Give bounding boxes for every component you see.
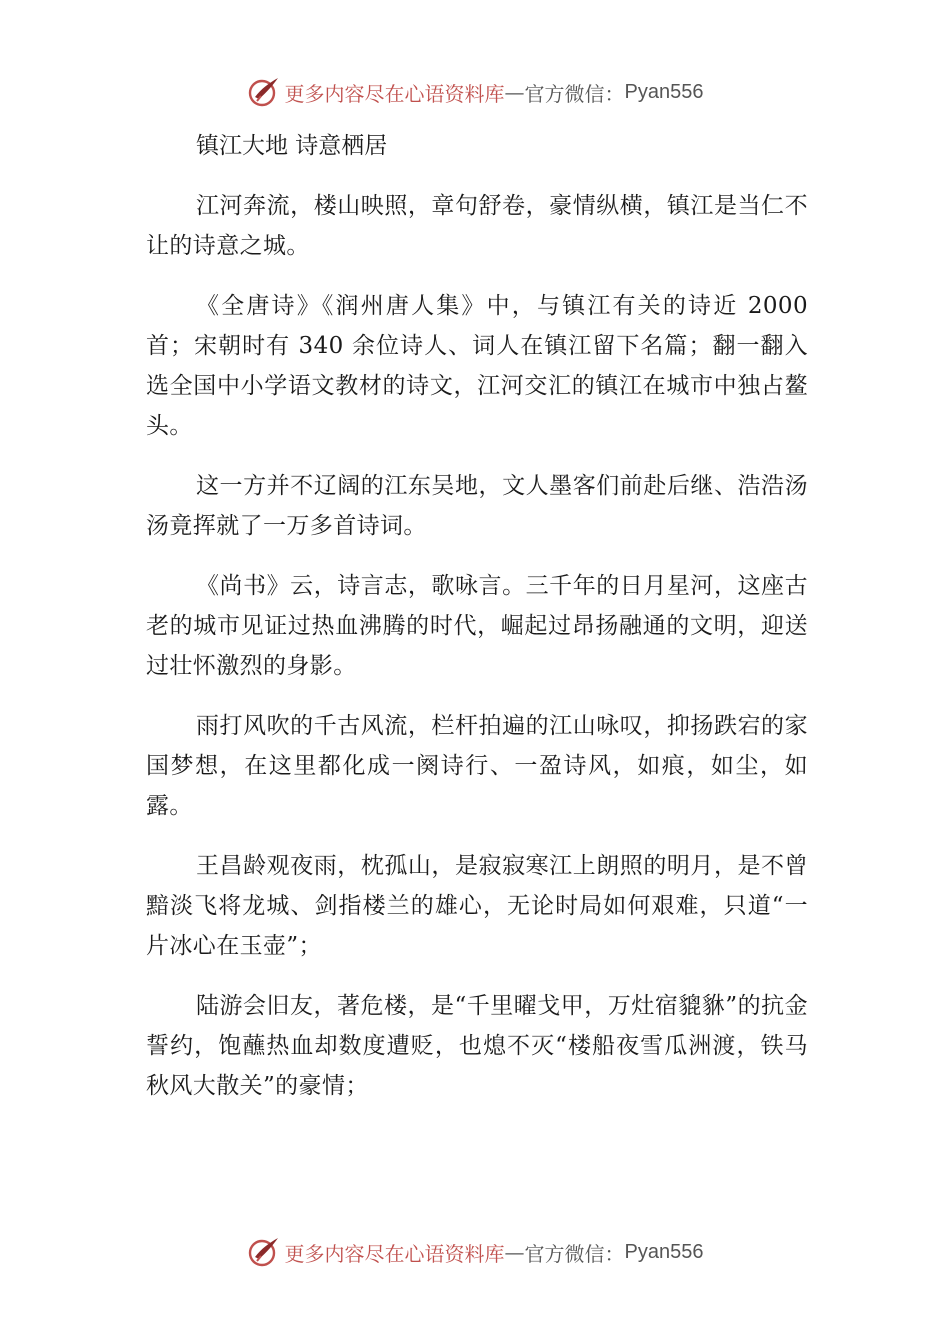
promo-text: 更多内容尽在心语资料库 (284, 81, 505, 106)
official-wechat-label: 官方微信： (524, 1241, 625, 1266)
quill-pen-logo-icon (247, 75, 281, 109)
header-watermark (0, 72, 950, 112)
footer-watermark (0, 1232, 950, 1272)
paragraph-4: 《尚书》云，诗言志，歌咏言。三千年的日月星河，这座古老的城市见证过热血沸腾的时代，崛起过昂扬融通的文明，迎送过壮怀激烈的身影。 (146, 573, 808, 679)
paragraph-7: 陆游会旧友，著危楼，是“千里曜戈甲，万灶宿貔貅”的抗金誓约，饱蘸热血却数度遭贬，也熄不灭“楼船夜雪瓜洲渡，铁马秋风大散关”的豪情； (146, 993, 808, 1099)
paragraph-3: 这一方并不辽阔的江东吴地，文人墨客们前赴后继、浩浩汤汤竟挥就了一万多首诗词。 (146, 473, 808, 539)
paragraph-2: 《全唐诗》《润州唐人集》中，与镇江有关的诗近 2000 首；宋朝时有 340 余位诗人、词人在镇江留下名篇；翻一翻入选全国中小学语文教材的诗文，江河交汇的镇江在城市中独占鳌头。 (146, 293, 808, 439)
article-title: 镇江大地 诗意栖居 (196, 133, 388, 159)
dash-separator: — (504, 1240, 525, 1264)
wechat-id: Pyan556 (624, 1240, 704, 1263)
paragraph-6: 王昌龄观夜雨，枕孤山，是寂寂寒江上朗照的明月，是不曾黯淡飞将龙城、剑指楼兰的雄心，无论时局如何艰难，只道“一片冰心在玉壶”； (146, 853, 808, 959)
article-body (146, 126, 808, 1106)
quill-pen-logo-icon (247, 1235, 281, 1269)
dash-separator: — (504, 80, 525, 104)
paragraph-5: 雨打风吹的千古风流，栏杆拍遍的江山咏叹，抑扬跌宕的家国梦想，在这里都化成一阕诗行、一盈诗风，如痕，如尘，如露。 (146, 713, 808, 819)
promo-text: 更多内容尽在心语资料库 (284, 1241, 505, 1266)
official-wechat-label: 官方微信： (524, 81, 625, 106)
paragraph-1: 江河奔流，楼山映照，章句舒卷，豪情纵横，镇江是当仁不让的诗意之城。 (146, 193, 808, 259)
wechat-id: Pyan556 (624, 80, 704, 103)
